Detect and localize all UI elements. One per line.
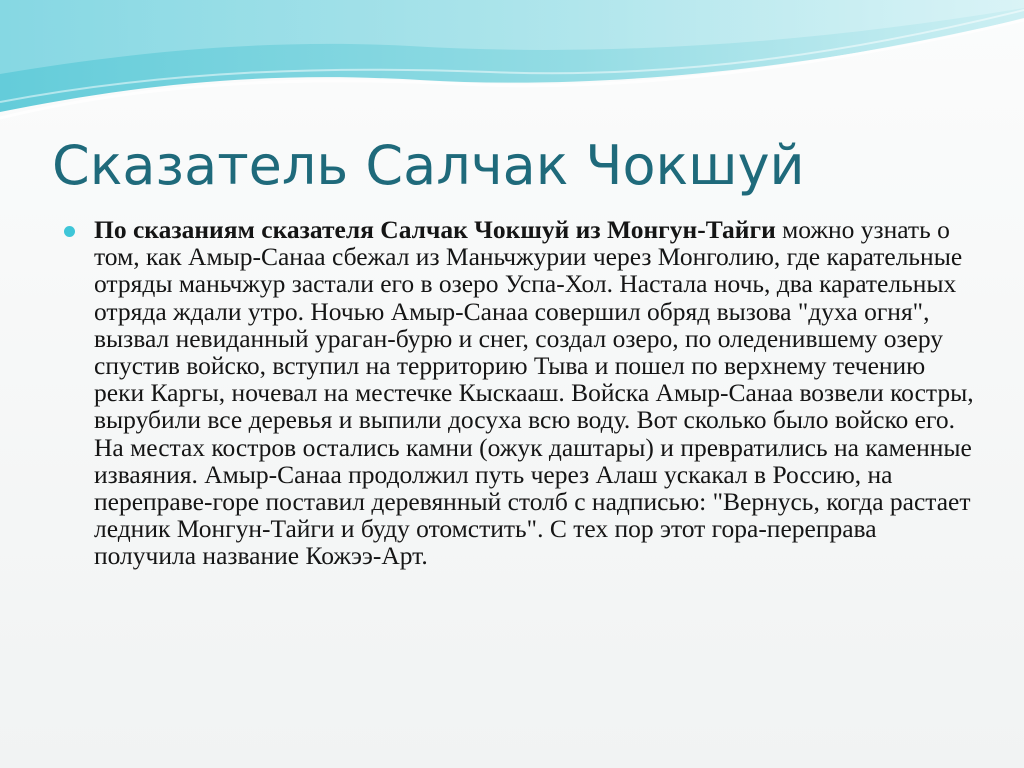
slide-title: Сказатель Салчак Чокшуй xyxy=(52,134,805,197)
round-bullet-icon xyxy=(64,226,75,237)
paragraph-lead: По сказаниям сказателя Салчак Чокшуй из Монгун-Тайги xyxy=(94,215,776,244)
paragraph-body: можно узнать о том, как Амыр-Санаа сбежал из Маньчжурии через Монголию, где карательные отряды маньчжур застали его в озеро Успа-Хол. Настала ночь, два карательных отряда ждали утро. Ночью Амыр-Санаа совершил обряд вызова "духа огня", вызвал невиданный ураган-бурю и снег, создал озеро, по оледенившему озеру спустив войско, вступил на территорию Тыва и пошел по верхнему течению реки Каргы, ночевал на местечке Кыскааш. Войска Амыр-Санаа возвели костры, вырубили все деревья и выпили досуха всю воду. Вот сколько было войско его. На местах костров остались камни (ожук даштары) и превратились на каменные изваяния. Амыр-Санаа продолжил путь через Алаш ускакал в Россию, на переправе-горе поставил деревянный столб с надписью: "Вернусь, когда растает ледник Монгун-Тайги и буду отомстить". С тех пор этот гора-переправа получила название Кожээ-Арт. xyxy=(94,215,974,571)
paragraph xyxy=(94,216,974,570)
wave-header-decoration xyxy=(0,0,1024,130)
